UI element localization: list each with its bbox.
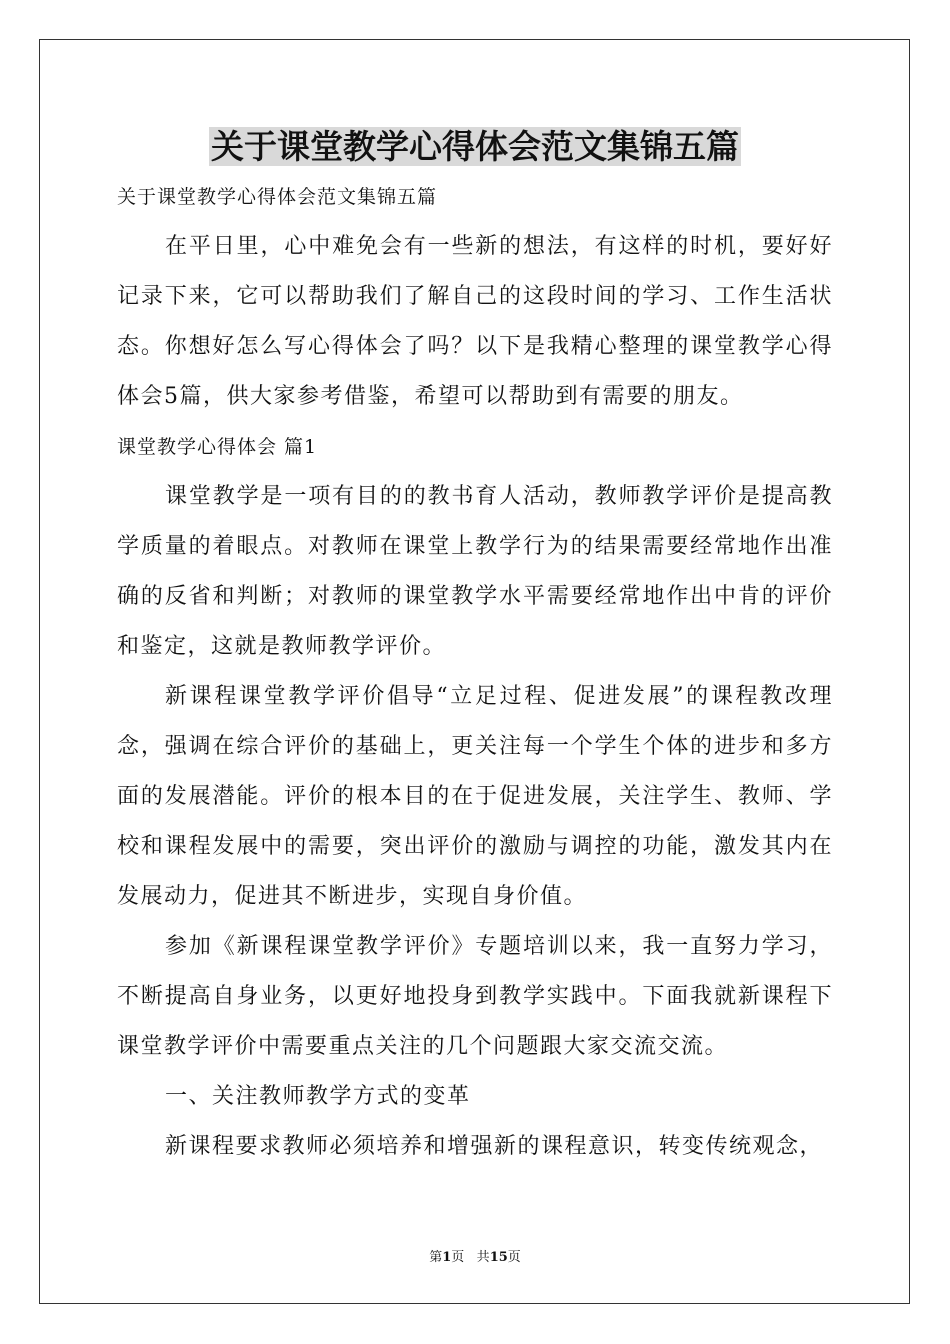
- body-paragraph: 参加《新课程课堂教学评价》专题培训以来，我一直努力学习，不断提高自身业务，以更好地投身到教学实践中。下面我就新课程下课堂教学评价中需要重点关注的几个问题跟大家交流交流。: [117, 934, 833, 1059]
- body-paragraph: 新课程课堂教学评价倡导“立足过程、促进发展”的课程教改理念，强调在综合评价的基础上，更关注每一个学生个体的进步和多方面的发展潜能。评价的根本目的在于促进发展，关注学生、教师、学校和课程发展中的需要，突出评价的激励与调控的功能，激发其内在发展动力，促进其不断进步，实现自身价值。: [117, 684, 833, 909]
- intro-paragraph: 在平日里，心中难免会有一些新的想法，有这样的时机，要好好记录下来，它可以帮助我们了解自己的这段时间的学习、工作生活状态。你想好怎么写心得体会了吗？以下是我精心整理的课堂教学心得体会5篇，供大家参考借鉴，希望可以帮助到有需要的朋友。: [117, 234, 833, 409]
- body-paragraph: 课堂教学是一项有目的的教书育人活动，教师教学评价是提高教学质量的着眼点。对教师在课堂上教学行为的结果需要经常地作出准确的反省和判断；对教师的课堂教学水平需要经常地作出中肯的评价和鉴定，这就是教师教学评价。: [117, 484, 833, 659]
- document-subtitle: 关于课堂教学心得体会范文集锦五篇: [117, 186, 438, 208]
- section-heading: 课堂教学心得体会 篇1: [117, 436, 318, 458]
- total-suffix: 页: [507, 1250, 521, 1265]
- document-body: [117, 122, 833, 1172]
- page-prefix: 第: [429, 1250, 443, 1265]
- body-paragraph: 新课程要求教师必须培养和增强新的课程意识，转变传统观念，: [165, 1134, 824, 1159]
- page-number: 1: [442, 1250, 452, 1265]
- total-pages: 15: [489, 1250, 508, 1265]
- total-prefix: 共: [476, 1250, 490, 1265]
- document-title: 关于课堂教学心得体会范文集锦五篇: [211, 127, 739, 166]
- subsection-heading: 一、关注教师教学方式的变革: [165, 1084, 471, 1109]
- page-suffix: 页: [451, 1250, 465, 1265]
- page-footer: [0, 1246, 950, 1265]
